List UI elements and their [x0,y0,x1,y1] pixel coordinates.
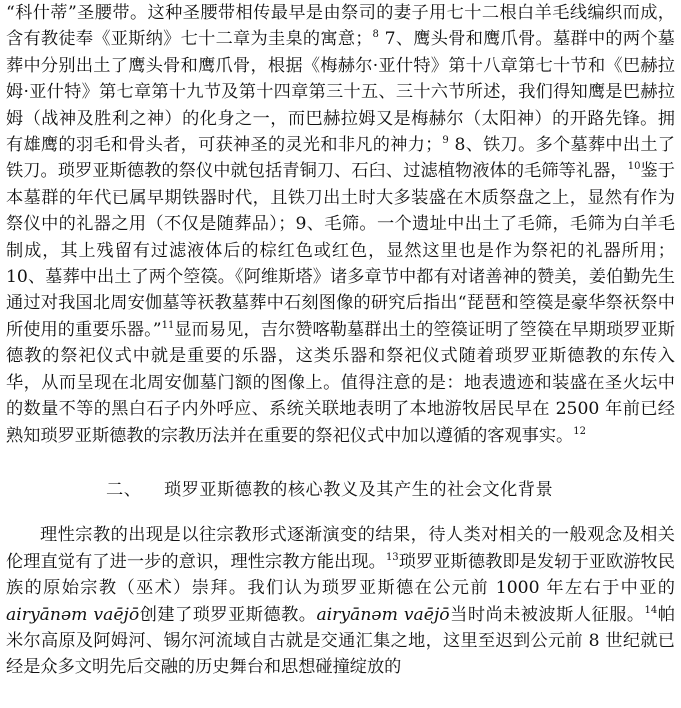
text-run: “科什蒂”圣腰带。这种圣腰带相传最早是由祭司的妻子用七十二根白羊毛线编织而成，含有教徒奉《亚斯纳》七十二章为圭臬的寓意； [6,3,675,50]
text-run: 7、鹰头骨和鹰爪骨。墓群中的两个墓葬中分别出土了鹰头骨和鹰爪骨，根据《梅赫尔·亚什特》第十八章第七十节和《巴赫拉姆·亚什特》第七章第十九节及第十四章第三十五、三十六节所述，我们得知鹰是巴赫拉姆（战神及胜利之神）的化身之一，而巴赫拉姆又是梅赫尔（太阳神）的开路先锋。拥有雄鹰的羽毛和骨头者，可获神圣的灵光和非凡的神力； [6,29,675,156]
text-run: 帕米尔高原及阿姆河、锡尔河流域自古就是交通汇集之地，这里至迟到公元前 8 世纪就已经是众多文明先后交融的历史舞台和思想碰撞绽放的 [6,604,675,678]
paragraph-1 [6,0,675,449]
text-run: 琐罗亚斯德教即是发轫于亚欧游牧民族的原始宗教（巫术）崇拜。我们认为琐罗亚斯德在公元前 1000 年左右于中亚的 [6,551,675,599]
document-page [6,0,675,708]
section-title: 琐罗亚斯德教的核心教义及其产生的社会文化背景 [164,479,554,500]
text-run: 鉴于本墓群的年代已属早期铁器时代，且铁刀出土时大多装盛在木质祭盘之上，显然有作为祭仪中的礼器之用（不仅是随葬品）；9、毛筛。一个遗址中出土了毛筛，毛筛为白羊毛制成，其上残留有过滤液体后的棕红色或红色，显然这里也是作为祭祀的礼器所用；10、墓葬中出土了两个箜篌。《阿维斯塔》诸多章节中都有对诸善神的赞美，姜伯勤先生通过对我国北周安伽墓等祆教墓葬中石刻图像的研究后指出“琵琶和箜篌是豪华祭祆祭中所使用的重要乐器。” [6,161,675,340]
paragraph-2 [6,522,675,680]
transliterated-term: airyānəm vaējō [316,604,450,625]
transliterated-term: airyānəm vaējō [6,604,140,625]
footnote-marker[interactable]: 12 [573,425,586,437]
footnote-marker[interactable]: 10 [627,161,641,173]
section-number: 二、 [106,479,142,500]
footnote-marker[interactable]: 8 [372,29,379,41]
footnote-marker[interactable]: 14 [644,604,658,616]
text-run: 显而易见，吉尔赞喀勒墓群出土的箜篌证明了箜篌在早期琐罗亚斯德教的祭祀仪式中就是重要的乐器，这类乐器和祭祀仪式随着琐罗亚斯德教的东传入华，从而呈现在北周安伽墓门额的图像上。值得注意的是：地表遗迹和装盛在圣火坛中的数量不等的黑白石子内外呼应、系统关联地表明了本地游牧居民早在 2500 年前已经熟知琐罗亚斯德教的宗教历法并在重要的祭祀仪式中加以遵循的客观事实。 [6,319,675,446]
footnote-marker[interactable]: 13 [385,551,399,563]
text-run: 当时尚未被波斯人征服。 [449,604,645,625]
text-run: 理性宗教的出现是以往宗教形式逐渐演变的结果，待人类对相关的一般观念及相关伦理直觉有了进一步的意识，理性宗教方能出现。 [6,525,675,572]
text-run: 创建了琐罗亚斯德教。 [139,604,317,625]
text-run: 8、铁刀。多个墓葬中出土了铁刀。琐罗亚斯德教的祭仪中就包括青铜刀、石臼、过滤植物液体的毛筛等礼器， [6,135,675,182]
section-heading [6,477,675,503]
footnote-marker[interactable]: 9 [442,135,449,147]
footnote-marker[interactable]: 11 [161,319,175,331]
